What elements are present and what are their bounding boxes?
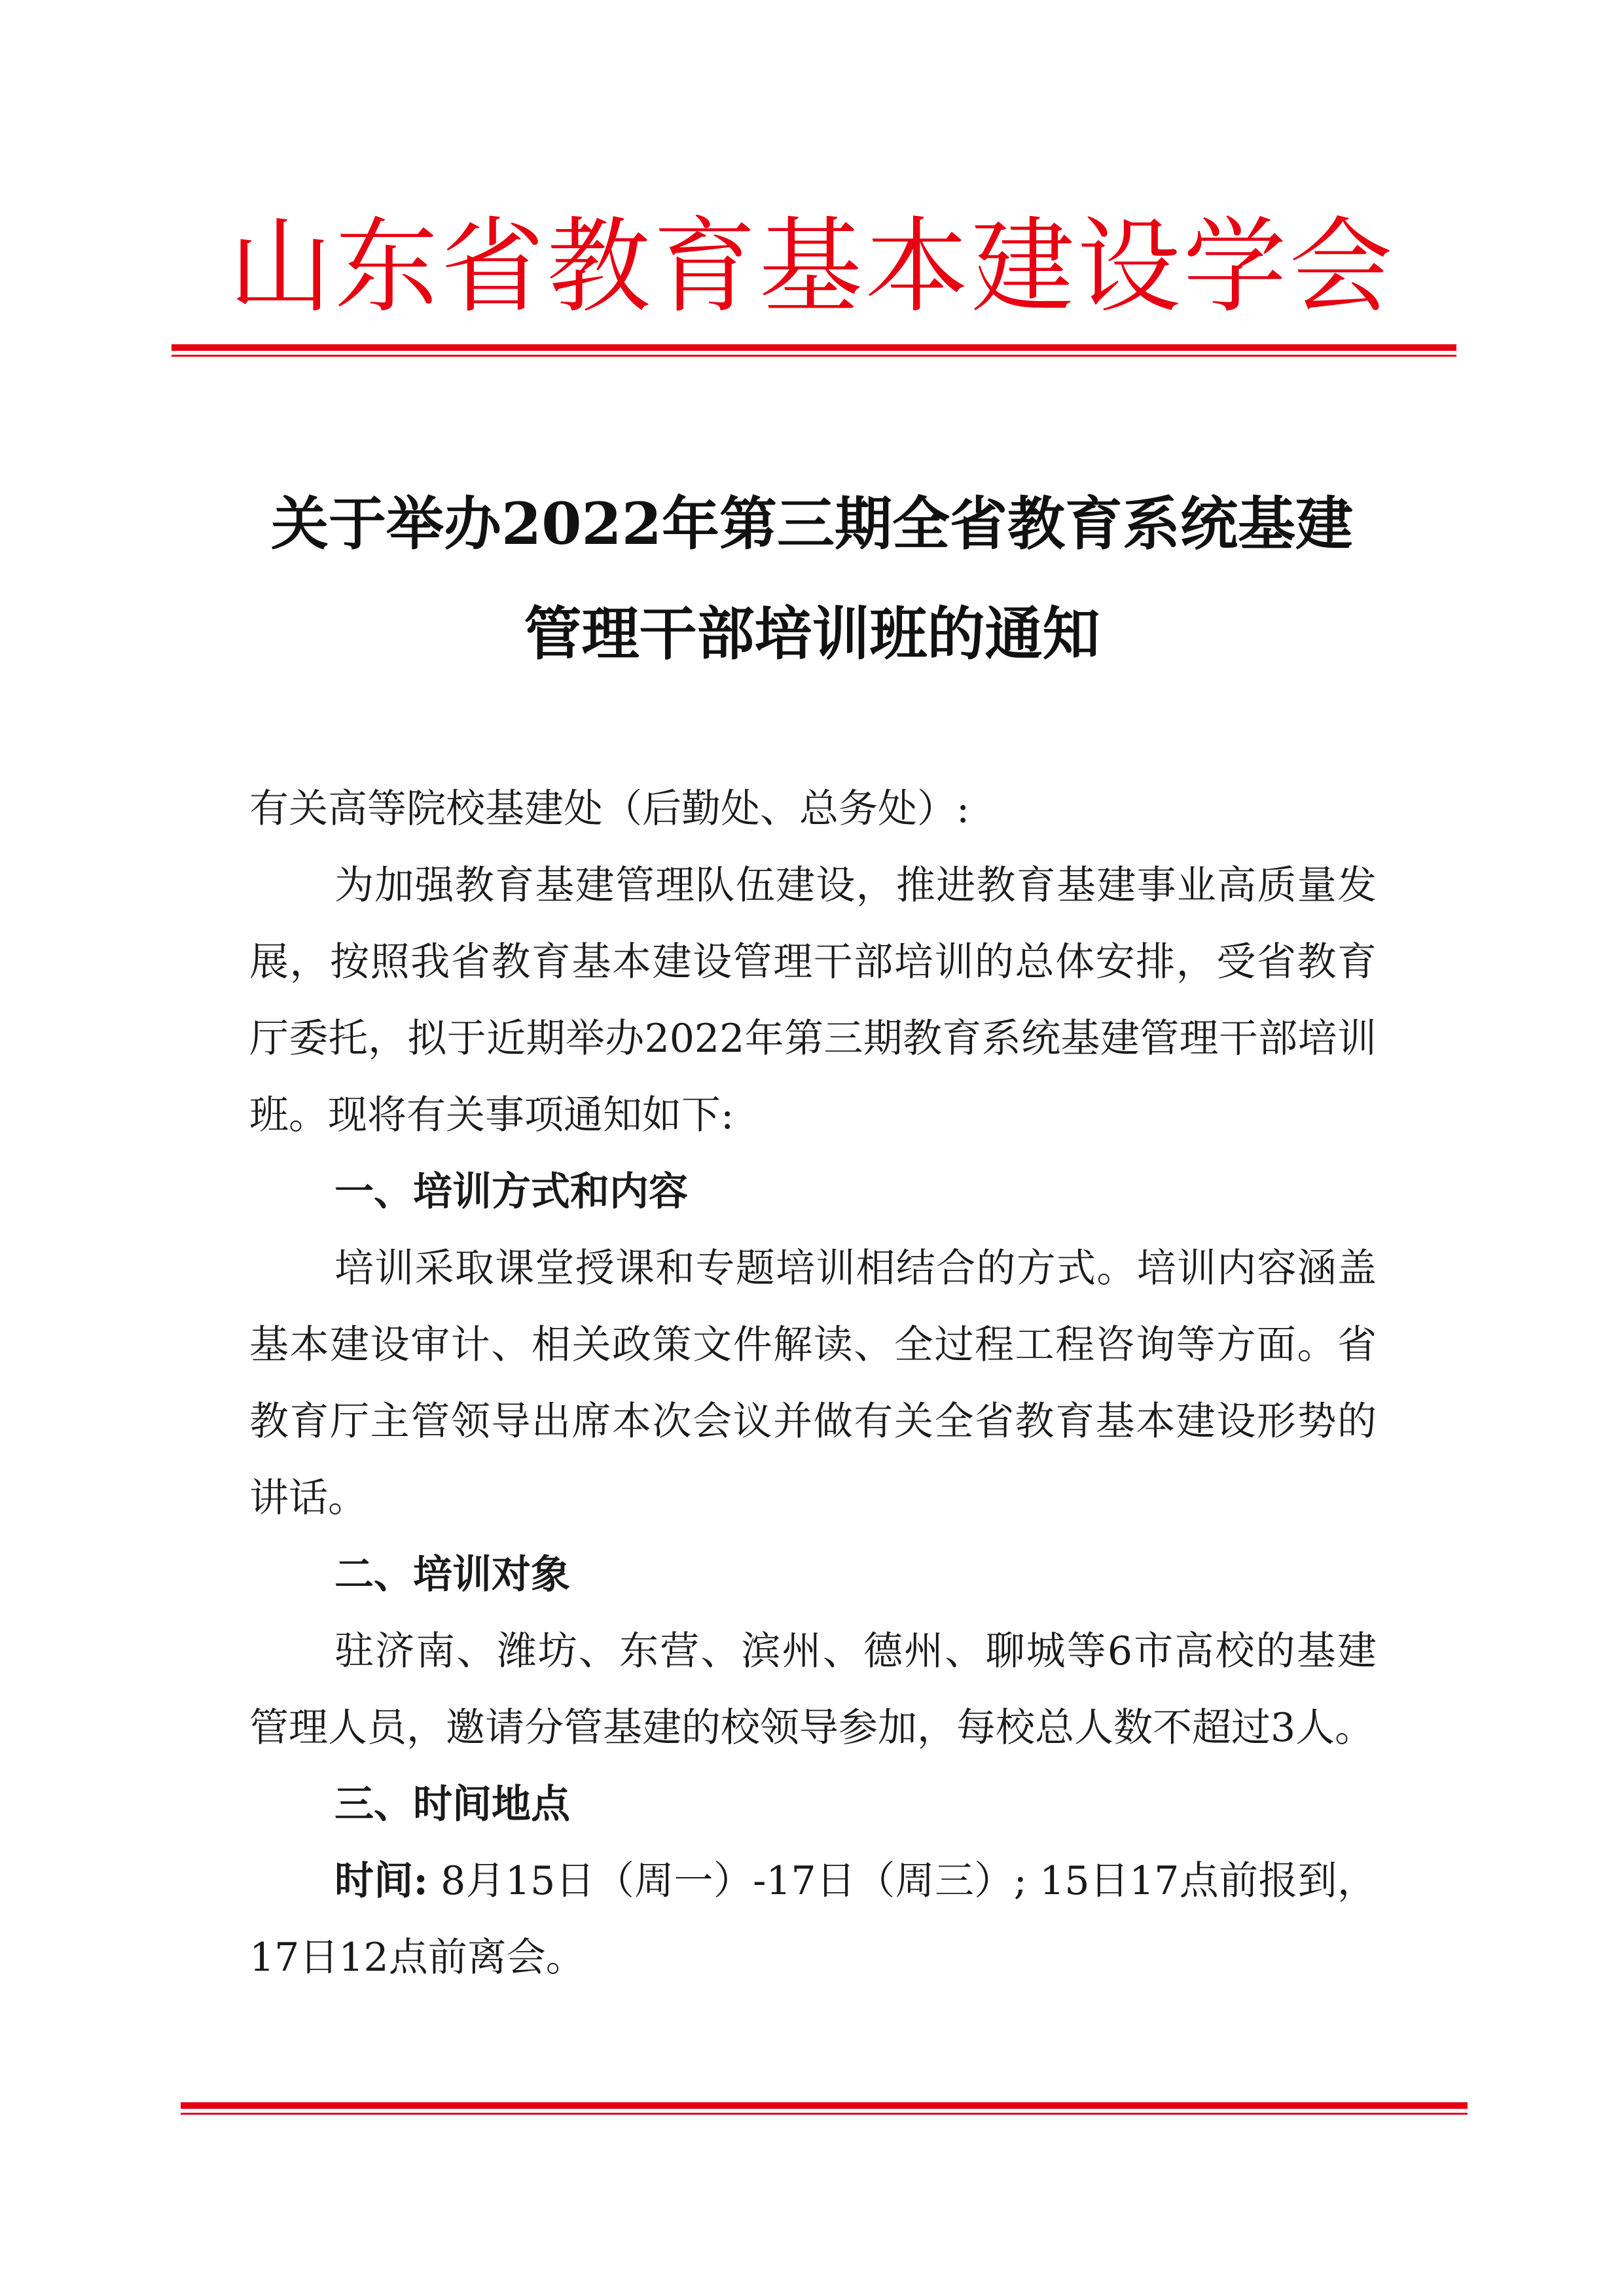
time-text: 8月15日（周一）-17日（周三）; 15日17点前报到，17日12点前离会。 <box>249 1858 1377 1981</box>
section-heading-training-target: 二、培训对象 <box>334 1552 570 1598</box>
time-label: 时间: <box>334 1858 428 1904</box>
footer-divider-thick-line <box>181 2102 1468 2109</box>
intro-paragraph: 为加强教育基建管理队伍建设，推进教育基建事业高质量发展，按照我省教育基本建设管理干部培训的总体安排，受省教育厅委托，拟于近期举办2022年第三期教育系统基建管理干部培训班。现将有关事项通知如下: <box>249 863 1377 1138</box>
document-body <box>249 771 1377 1996</box>
divider-thick-line <box>171 344 1456 351</box>
section-body-training-target: 驻济南、潍坊、东营、滨州、德州、聊城等6市高校的基建管理人员，邀请分管基建的校领导参加，每校总人数不超过3人。 <box>249 1628 1377 1751</box>
section-body-time <box>249 1843 1377 1996</box>
section-heading-training-method: 一、培训方式和内容 <box>334 1169 688 1215</box>
document-title-line-2: 管理干部培训班的通知 <box>524 600 1100 668</box>
section-heading-time-location: 三、时间地点 <box>334 1782 570 1827</box>
masthead-divider <box>171 344 1456 357</box>
masthead-org-name: 山东省教育基本建设学会 <box>228 207 1396 327</box>
footer-divider <box>181 2102 1468 2115</box>
salutation: 有关高等院校基建处（后勤处、总务处）: <box>249 786 970 832</box>
divider-thin-line <box>171 355 1456 357</box>
footer-divider-thin-line <box>181 2113 1468 2115</box>
section-body-training-method: 培训采取课堂授课和专题培训相结合的方式。培训内容涵盖基本建设审计、相关政策文件解读、全过程工程咨询等方面。省教育厅主管领导出席本次会议并做有关全省教育基本建设形势的讲话。 <box>249 1246 1377 1521</box>
document-title-line-1: 关于举办2022年第三期全省教育系统基建 <box>271 490 1353 558</box>
